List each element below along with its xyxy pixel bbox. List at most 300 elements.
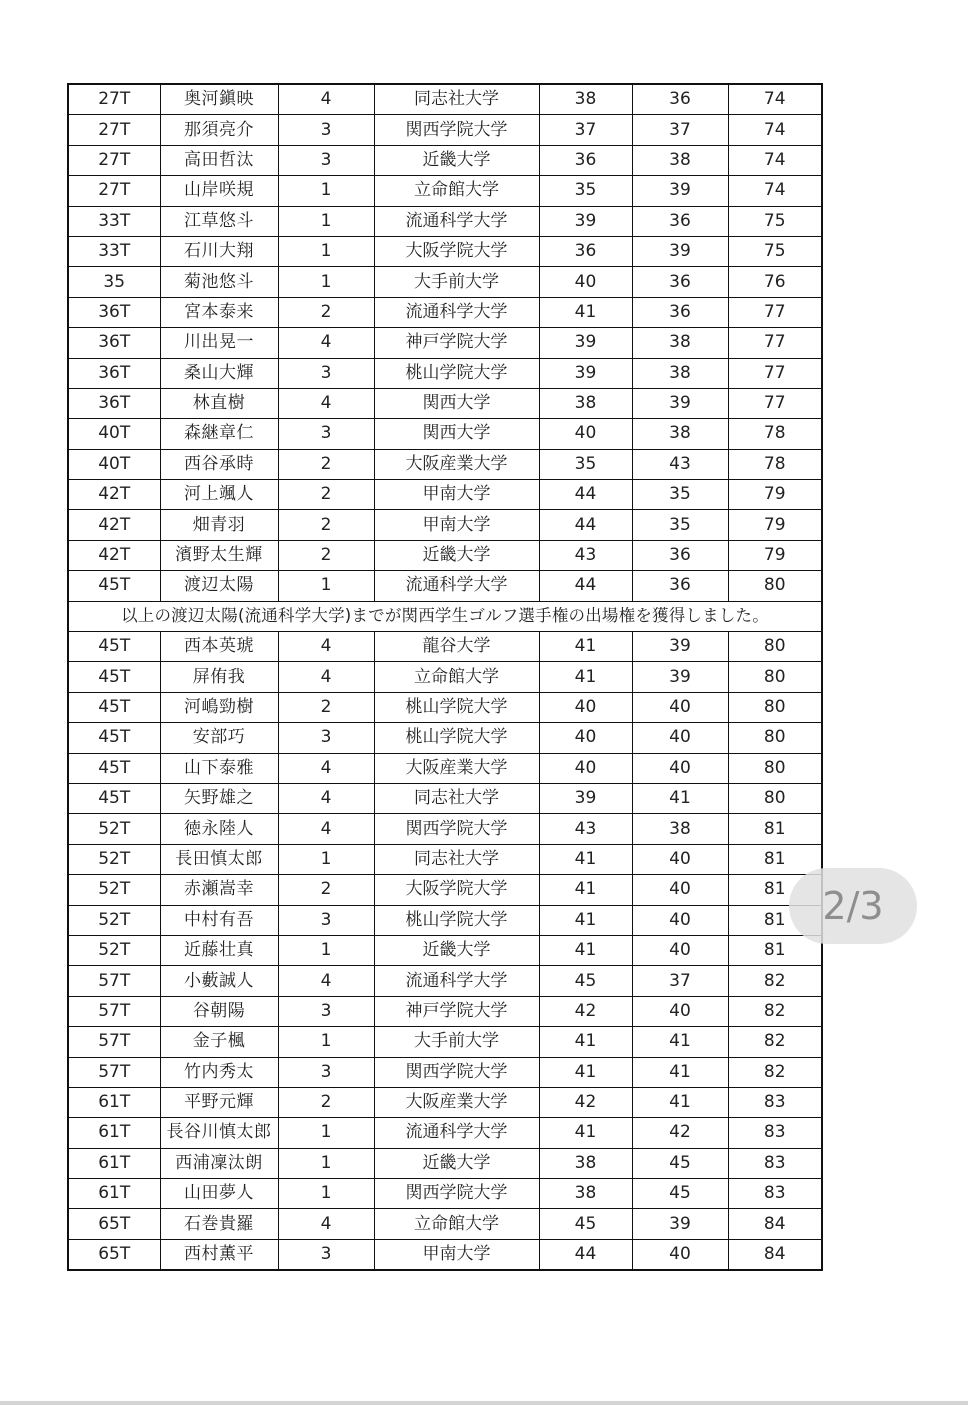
school-cell: 龍谷大学 — [374, 632, 539, 662]
school-cell: 同志社大学 — [374, 844, 539, 874]
rank-cell: 45T — [68, 753, 160, 783]
table-row — [68, 480, 822, 510]
table-row — [68, 1209, 822, 1239]
player-name-cell: 林直樹 — [160, 388, 278, 418]
grade-cell: 3 — [278, 723, 374, 753]
in-score-cell: 38 — [632, 328, 728, 358]
player-name-cell: 長田慎太郎 — [160, 844, 278, 874]
out-score-cell: 40 — [539, 267, 632, 297]
grade-cell: 2 — [278, 875, 374, 905]
school-cell: 大手前大学 — [374, 267, 539, 297]
rank-cell: 65T — [68, 1239, 160, 1270]
in-score-cell: 36 — [632, 84, 728, 115]
qualification-note: 以上の渡辺太陽(流通科学大学)までが関西学生ゴルフ選手権の出場権を獲得しました。 — [68, 601, 822, 631]
in-score-cell: 39 — [632, 236, 728, 266]
player-name-cell: 河上颯人 — [160, 480, 278, 510]
school-cell: 関西学院大学 — [374, 1179, 539, 1209]
in-score-cell: 39 — [632, 632, 728, 662]
total-score-cell: 80 — [728, 723, 822, 753]
bottom-scroll-bar[interactable] — [0, 1401, 968, 1405]
in-score-cell: 35 — [632, 480, 728, 510]
total-score-cell: 82 — [728, 1027, 822, 1057]
total-score-cell: 74 — [728, 115, 822, 145]
out-score-cell: 36 — [539, 236, 632, 266]
table-row — [68, 1148, 822, 1178]
grade-cell: 4 — [278, 328, 374, 358]
school-cell: 関西学院大学 — [374, 115, 539, 145]
out-score-cell: 38 — [539, 1179, 632, 1209]
in-score-cell: 36 — [632, 540, 728, 570]
total-score-cell: 80 — [728, 753, 822, 783]
school-cell: 流通科学大学 — [374, 966, 539, 996]
player-name-cell: 那須亮介 — [160, 115, 278, 145]
player-name-cell: 宮本泰来 — [160, 297, 278, 327]
total-score-cell: 82 — [728, 996, 822, 1026]
in-score-cell: 40 — [632, 1239, 728, 1270]
player-name-cell: 竹内秀太 — [160, 1057, 278, 1087]
player-name-cell: 平野元輝 — [160, 1087, 278, 1117]
rank-cell: 36T — [68, 388, 160, 418]
grade-cell: 3 — [278, 145, 374, 175]
rank-cell: 57T — [68, 966, 160, 996]
grade-cell: 4 — [278, 814, 374, 844]
total-score-cell: 79 — [728, 480, 822, 510]
in-score-cell: 41 — [632, 1057, 728, 1087]
rank-cell: 33T — [68, 206, 160, 236]
in-score-cell: 40 — [632, 692, 728, 722]
rank-cell: 45T — [68, 783, 160, 813]
out-score-cell: 41 — [539, 632, 632, 662]
out-score-cell: 38 — [539, 1148, 632, 1178]
school-cell: 立命館大学 — [374, 176, 539, 206]
player-name-cell: 畑青羽 — [160, 510, 278, 540]
out-score-cell: 41 — [539, 1027, 632, 1057]
in-score-cell: 40 — [632, 723, 728, 753]
in-score-cell: 36 — [632, 267, 728, 297]
school-cell: 関西大学 — [374, 388, 539, 418]
in-score-cell: 41 — [632, 1087, 728, 1117]
school-cell: 大阪産業大学 — [374, 1087, 539, 1117]
table-row — [68, 1087, 822, 1117]
table-row — [68, 662, 822, 692]
table-row — [68, 935, 822, 965]
total-score-cell: 77 — [728, 297, 822, 327]
rank-cell: 57T — [68, 1027, 160, 1057]
grade-cell: 1 — [278, 206, 374, 236]
total-score-cell: 78 — [728, 419, 822, 449]
in-score-cell: 39 — [632, 1209, 728, 1239]
total-score-cell: 80 — [728, 692, 822, 722]
grade-cell: 3 — [278, 419, 374, 449]
table-row — [68, 844, 822, 874]
grade-cell: 1 — [278, 1179, 374, 1209]
rank-cell: 36T — [68, 297, 160, 327]
in-score-cell: 36 — [632, 297, 728, 327]
school-cell: 桃山学院大学 — [374, 723, 539, 753]
player-name-cell: 谷朝陽 — [160, 996, 278, 1026]
rank-cell: 33T — [68, 236, 160, 266]
player-name-cell: 山岸咲規 — [160, 176, 278, 206]
school-cell: 桃山学院大学 — [374, 358, 539, 388]
rank-cell: 45T — [68, 692, 160, 722]
in-score-cell: 38 — [632, 145, 728, 175]
total-score-cell: 81 — [728, 875, 822, 905]
out-score-cell: 42 — [539, 1087, 632, 1117]
school-cell: 近畿大学 — [374, 145, 539, 175]
school-cell: 神戸学院大学 — [374, 996, 539, 1026]
school-cell: 関西大学 — [374, 419, 539, 449]
player-name-cell: 山田夢人 — [160, 1179, 278, 1209]
table-row — [68, 84, 822, 115]
grade-cell: 1 — [278, 935, 374, 965]
page-indicator: 2/3 — [789, 868, 917, 944]
school-cell: 近畿大学 — [374, 1148, 539, 1178]
table-row — [68, 267, 822, 297]
player-name-cell: 渡辺太陽 — [160, 571, 278, 601]
table-row — [68, 783, 822, 813]
total-score-cell: 80 — [728, 571, 822, 601]
table-row — [68, 1027, 822, 1057]
grade-cell: 1 — [278, 176, 374, 206]
player-name-cell: 森継章仁 — [160, 419, 278, 449]
table-row — [68, 206, 822, 236]
rank-cell: 27T — [68, 145, 160, 175]
school-cell: 流通科学大学 — [374, 571, 539, 601]
player-name-cell: 石巻貴羅 — [160, 1209, 278, 1239]
rank-cell: 45T — [68, 723, 160, 753]
school-cell: 甲南大学 — [374, 510, 539, 540]
table-row — [68, 358, 822, 388]
out-score-cell: 42 — [539, 996, 632, 1026]
school-cell: 甲南大学 — [374, 480, 539, 510]
out-score-cell: 41 — [539, 1118, 632, 1148]
out-score-cell: 39 — [539, 206, 632, 236]
table-row — [68, 145, 822, 175]
school-cell: 関西学院大学 — [374, 814, 539, 844]
rank-cell: 35 — [68, 267, 160, 297]
total-score-cell: 80 — [728, 662, 822, 692]
player-name-cell: 菊池悠斗 — [160, 267, 278, 297]
player-name-cell: 奥河鎭映 — [160, 84, 278, 115]
rank-cell: 36T — [68, 328, 160, 358]
rank-cell: 52T — [68, 844, 160, 874]
out-score-cell: 44 — [539, 480, 632, 510]
total-score-cell: 80 — [728, 783, 822, 813]
out-score-cell: 39 — [539, 783, 632, 813]
rank-cell: 52T — [68, 875, 160, 905]
grade-cell: 3 — [278, 115, 374, 145]
table-row — [68, 419, 822, 449]
in-score-cell: 45 — [632, 1179, 728, 1209]
rank-cell: 57T — [68, 1057, 160, 1087]
qualification-note-row — [68, 601, 822, 631]
rank-cell: 45T — [68, 571, 160, 601]
player-name-cell: 金子楓 — [160, 1027, 278, 1057]
school-cell: 甲南大学 — [374, 1239, 539, 1270]
in-score-cell: 42 — [632, 1118, 728, 1148]
rank-cell: 42T — [68, 510, 160, 540]
grade-cell: 4 — [278, 388, 374, 418]
out-score-cell: 38 — [539, 84, 632, 115]
in-score-cell: 39 — [632, 388, 728, 418]
grade-cell: 3 — [278, 1239, 374, 1270]
grade-cell: 3 — [278, 905, 374, 935]
player-name-cell: 高田哲汰 — [160, 145, 278, 175]
table-row — [68, 692, 822, 722]
player-name-cell: 西村薫平 — [160, 1239, 278, 1270]
school-cell: 流通科学大学 — [374, 297, 539, 327]
out-score-cell: 40 — [539, 692, 632, 722]
grade-cell: 4 — [278, 662, 374, 692]
table-row — [68, 115, 822, 145]
school-cell: 桃山学院大学 — [374, 692, 539, 722]
rank-cell: 27T — [68, 115, 160, 145]
rank-cell: 52T — [68, 905, 160, 935]
total-score-cell: 79 — [728, 540, 822, 570]
table-row — [68, 510, 822, 540]
rank-cell: 40T — [68, 449, 160, 479]
grade-cell: 2 — [278, 692, 374, 722]
table-row — [68, 449, 822, 479]
school-cell: 近畿大学 — [374, 935, 539, 965]
rank-cell: 61T — [68, 1087, 160, 1117]
table-row — [68, 176, 822, 206]
grade-cell: 3 — [278, 1057, 374, 1087]
table-row — [68, 905, 822, 935]
table-row — [68, 1239, 822, 1270]
grade-cell: 4 — [278, 753, 374, 783]
total-score-cell: 74 — [728, 84, 822, 115]
out-score-cell: 39 — [539, 358, 632, 388]
grade-cell: 2 — [278, 510, 374, 540]
rank-cell: 52T — [68, 814, 160, 844]
in-score-cell: 38 — [632, 814, 728, 844]
out-score-cell: 40 — [539, 753, 632, 783]
rank-cell: 45T — [68, 632, 160, 662]
out-score-cell: 40 — [539, 723, 632, 753]
school-cell: 立命館大学 — [374, 1209, 539, 1239]
player-name-cell: 西本英琥 — [160, 632, 278, 662]
table-row — [68, 540, 822, 570]
table-row — [68, 297, 822, 327]
in-score-cell: 45 — [632, 1148, 728, 1178]
in-score-cell: 38 — [632, 419, 728, 449]
out-score-cell: 44 — [539, 510, 632, 540]
table-row — [68, 632, 822, 662]
grade-cell: 1 — [278, 844, 374, 874]
out-score-cell: 45 — [539, 966, 632, 996]
rank-cell: 61T — [68, 1148, 160, 1178]
table-row — [68, 1118, 822, 1148]
school-cell: 神戸学院大学 — [374, 328, 539, 358]
total-score-cell: 83 — [728, 1087, 822, 1117]
out-score-cell: 43 — [539, 540, 632, 570]
in-score-cell: 37 — [632, 115, 728, 145]
player-name-cell: 江草悠斗 — [160, 206, 278, 236]
out-score-cell: 44 — [539, 571, 632, 601]
total-score-cell: 78 — [728, 449, 822, 479]
table-row — [68, 388, 822, 418]
player-name-cell: 西浦凜汰朗 — [160, 1148, 278, 1178]
player-name-cell: 屏侑我 — [160, 662, 278, 692]
rank-cell: 27T — [68, 84, 160, 115]
rank-cell: 45T — [68, 662, 160, 692]
school-cell: 大阪産業大学 — [374, 753, 539, 783]
player-name-cell: 桑山大輝 — [160, 358, 278, 388]
in-score-cell: 43 — [632, 449, 728, 479]
player-name-cell: 河嶋勁樹 — [160, 692, 278, 722]
total-score-cell: 83 — [728, 1179, 822, 1209]
out-score-cell: 38 — [539, 388, 632, 418]
player-name-cell: 安部巧 — [160, 723, 278, 753]
total-score-cell: 84 — [728, 1209, 822, 1239]
total-score-cell: 77 — [728, 358, 822, 388]
total-score-cell: 79 — [728, 510, 822, 540]
results-table — [67, 83, 823, 1271]
total-score-cell: 74 — [728, 176, 822, 206]
school-cell: 流通科学大学 — [374, 206, 539, 236]
in-score-cell: 40 — [632, 844, 728, 874]
total-score-cell: 77 — [728, 328, 822, 358]
total-score-cell: 84 — [728, 1239, 822, 1270]
school-cell: 同志社大学 — [374, 84, 539, 115]
in-score-cell: 41 — [632, 783, 728, 813]
school-cell: 桃山学院大学 — [374, 905, 539, 935]
player-name-cell: 近藤壮真 — [160, 935, 278, 965]
in-score-cell: 40 — [632, 996, 728, 1026]
grade-cell: 4 — [278, 1209, 374, 1239]
out-score-cell: 36 — [539, 145, 632, 175]
grade-cell: 3 — [278, 358, 374, 388]
total-score-cell: 83 — [728, 1118, 822, 1148]
total-score-cell: 80 — [728, 632, 822, 662]
player-name-cell: 長谷川慎太郎 — [160, 1118, 278, 1148]
rank-cell: 40T — [68, 419, 160, 449]
rank-cell: 65T — [68, 1209, 160, 1239]
table-row — [68, 571, 822, 601]
in-score-cell: 39 — [632, 176, 728, 206]
out-score-cell: 35 — [539, 176, 632, 206]
total-score-cell: 81 — [728, 935, 822, 965]
rank-cell: 52T — [68, 935, 160, 965]
player-name-cell: 矢野雄之 — [160, 783, 278, 813]
grade-cell: 2 — [278, 297, 374, 327]
in-score-cell: 36 — [632, 206, 728, 236]
out-score-cell: 41 — [539, 662, 632, 692]
total-score-cell: 81 — [728, 905, 822, 935]
results-table-body — [68, 84, 822, 1270]
total-score-cell: 83 — [728, 1148, 822, 1178]
grade-cell: 2 — [278, 1087, 374, 1117]
out-score-cell: 44 — [539, 1239, 632, 1270]
rank-cell: 36T — [68, 358, 160, 388]
in-score-cell: 40 — [632, 905, 728, 935]
out-score-cell: 37 — [539, 115, 632, 145]
out-score-cell: 41 — [539, 297, 632, 327]
in-score-cell: 39 — [632, 662, 728, 692]
grade-cell: 1 — [278, 1118, 374, 1148]
rank-cell: 42T — [68, 540, 160, 570]
player-name-cell: 小藪誠人 — [160, 966, 278, 996]
grade-cell: 4 — [278, 632, 374, 662]
school-cell: 大阪産業大学 — [374, 449, 539, 479]
rank-cell: 57T — [68, 996, 160, 1026]
school-cell: 大阪学院大学 — [374, 875, 539, 905]
in-score-cell: 37 — [632, 966, 728, 996]
in-score-cell: 40 — [632, 935, 728, 965]
table-row — [68, 753, 822, 783]
school-cell: 立命館大学 — [374, 662, 539, 692]
in-score-cell: 40 — [632, 875, 728, 905]
table-row — [68, 328, 822, 358]
grade-cell: 2 — [278, 540, 374, 570]
total-score-cell: 82 — [728, 1057, 822, 1087]
in-score-cell: 41 — [632, 1027, 728, 1057]
grade-cell: 1 — [278, 1148, 374, 1178]
in-score-cell: 40 — [632, 753, 728, 783]
total-score-cell: 76 — [728, 267, 822, 297]
player-name-cell: 川出晃一 — [160, 328, 278, 358]
table-row — [68, 1179, 822, 1209]
grade-cell: 1 — [278, 571, 374, 601]
total-score-cell: 75 — [728, 206, 822, 236]
total-score-cell: 81 — [728, 814, 822, 844]
total-score-cell: 74 — [728, 145, 822, 175]
out-score-cell: 41 — [539, 875, 632, 905]
grade-cell: 1 — [278, 1027, 374, 1057]
out-score-cell: 41 — [539, 905, 632, 935]
table-row — [68, 814, 822, 844]
rank-cell: 61T — [68, 1179, 160, 1209]
player-name-cell: 山下泰雅 — [160, 753, 278, 783]
school-cell: 流通科学大学 — [374, 1118, 539, 1148]
rank-cell: 42T — [68, 480, 160, 510]
grade-cell: 2 — [278, 480, 374, 510]
table-row — [68, 996, 822, 1026]
out-score-cell: 41 — [539, 844, 632, 874]
total-score-cell: 77 — [728, 388, 822, 418]
table-row — [68, 1057, 822, 1087]
results-document — [67, 83, 821, 1271]
total-score-cell: 81 — [728, 844, 822, 874]
table-row — [68, 723, 822, 753]
out-score-cell: 45 — [539, 1209, 632, 1239]
table-row — [68, 966, 822, 996]
school-cell: 同志社大学 — [374, 783, 539, 813]
grade-cell: 3 — [278, 996, 374, 1026]
out-score-cell: 41 — [539, 1057, 632, 1087]
grade-cell: 4 — [278, 966, 374, 996]
table-row — [68, 236, 822, 266]
out-score-cell: 40 — [539, 419, 632, 449]
total-score-cell: 75 — [728, 236, 822, 266]
school-cell: 関西学院大学 — [374, 1057, 539, 1087]
table-row — [68, 875, 822, 905]
grade-cell: 4 — [278, 84, 374, 115]
out-score-cell: 43 — [539, 814, 632, 844]
total-score-cell: 82 — [728, 966, 822, 996]
player-name-cell: 徳永陸人 — [160, 814, 278, 844]
grade-cell: 1 — [278, 267, 374, 297]
player-name-cell: 西谷承時 — [160, 449, 278, 479]
school-cell: 近畿大学 — [374, 540, 539, 570]
out-score-cell: 41 — [539, 935, 632, 965]
grade-cell: 2 — [278, 449, 374, 479]
school-cell: 大阪学院大学 — [374, 236, 539, 266]
player-name-cell: 赤瀬嵩幸 — [160, 875, 278, 905]
in-score-cell: 35 — [632, 510, 728, 540]
in-score-cell: 38 — [632, 358, 728, 388]
